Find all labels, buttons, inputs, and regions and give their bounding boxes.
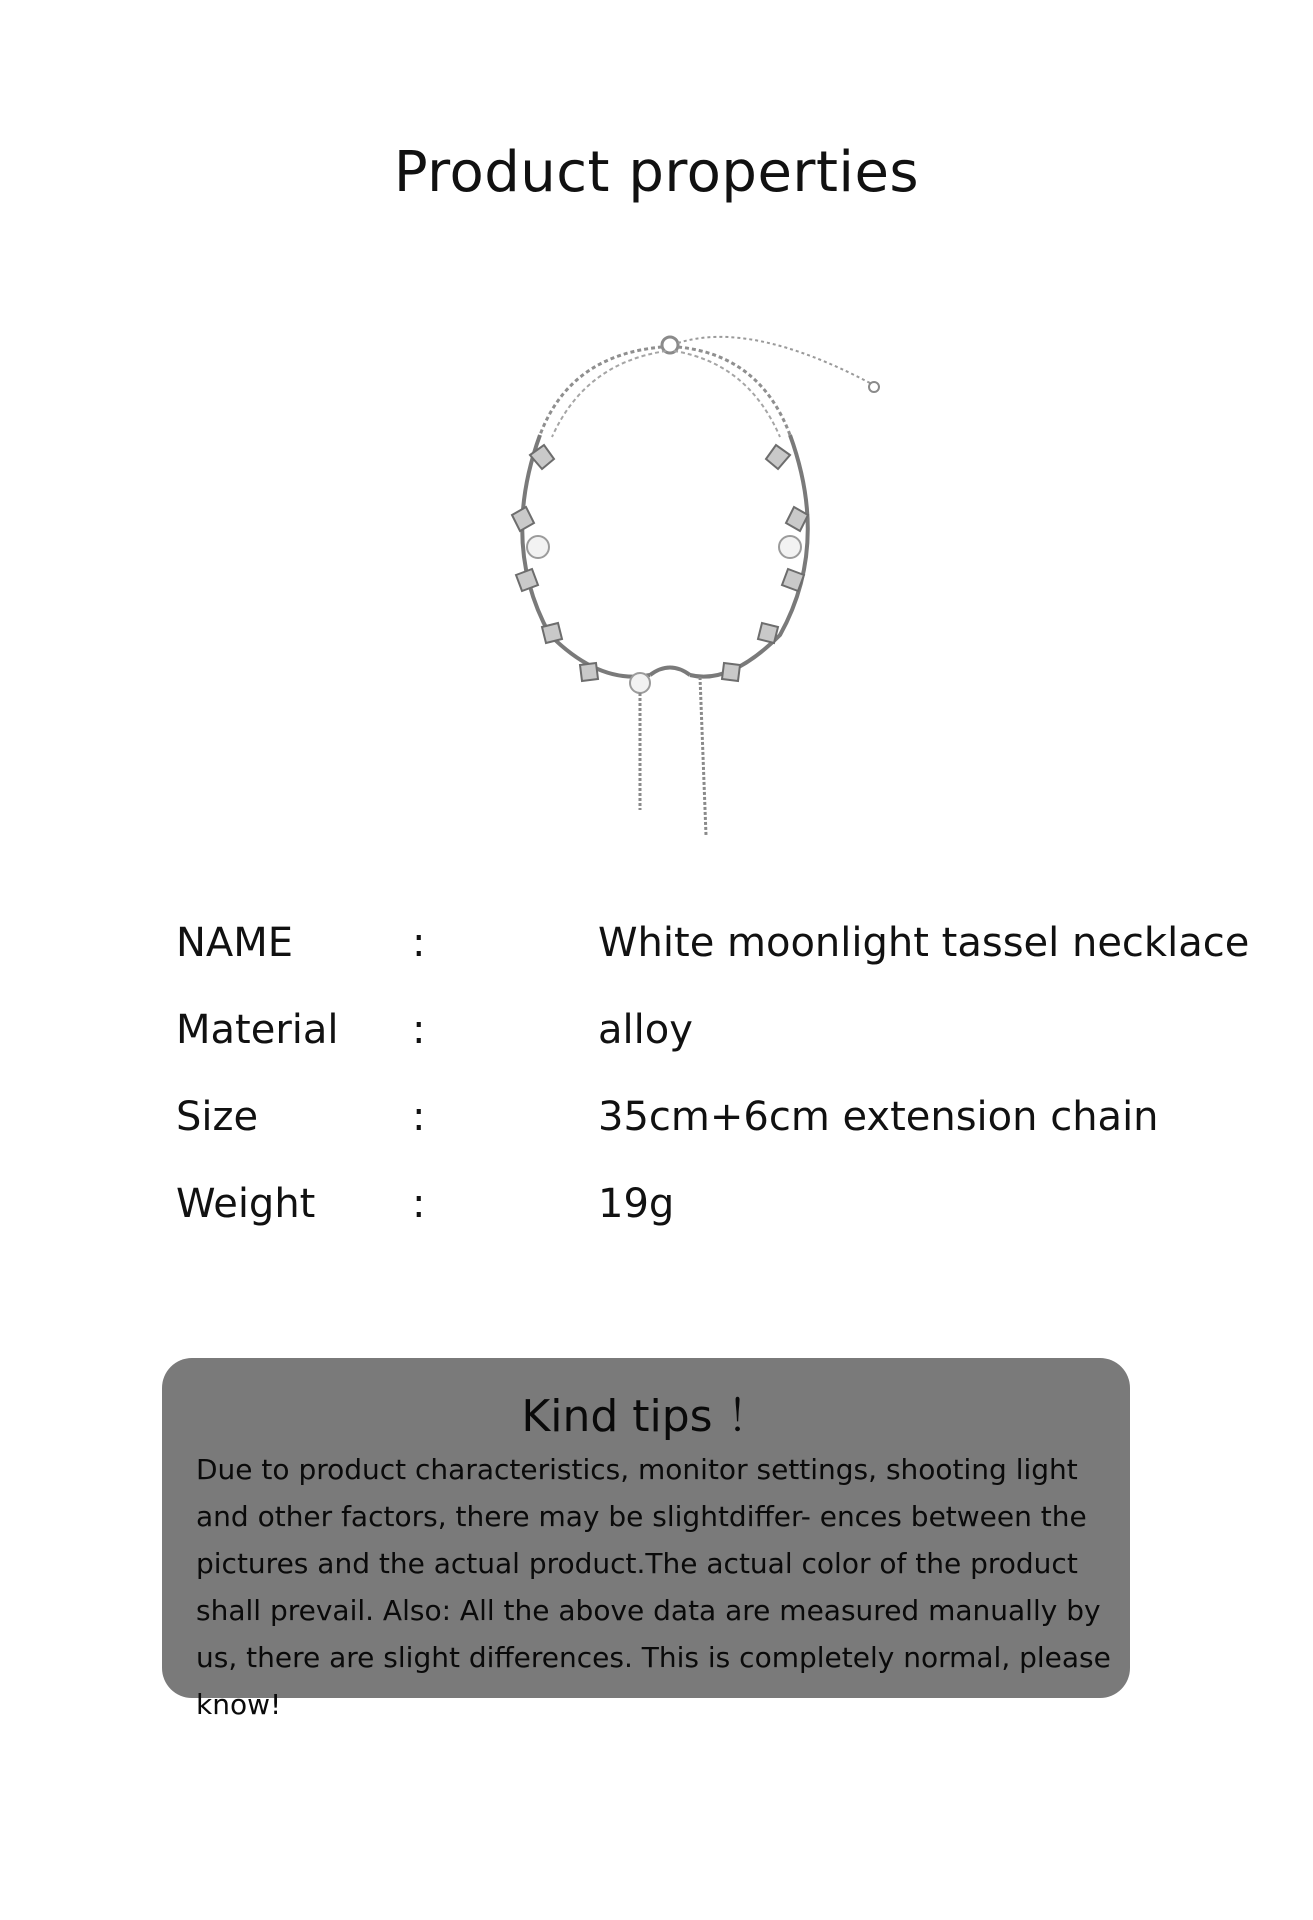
property-value: 35cm+6cm extension chain	[598, 1094, 1159, 1140]
properties-table	[176, 920, 1276, 1268]
property-colon: :	[412, 920, 426, 966]
property-row-name	[176, 920, 1276, 1007]
kind-tips-title: Kind tips ！	[521, 1391, 771, 1442]
property-value: White moonlight tassel necklace	[598, 920, 1250, 966]
kind-tips-body: Due to product characteristics, monitor settings, shooting light and other factors, there may be slightdiffer- ences between the pictures and the actual product.The actual color of the product shall prevail. Also: All the above data are measured manually by us, there are slight differences. This is completely normal, please know!	[196, 1453, 1111, 1721]
page-title: Product properties	[393, 140, 920, 205]
property-row-material	[176, 1007, 1276, 1094]
property-value: 19g	[598, 1181, 675, 1227]
property-row-weight	[176, 1181, 1276, 1268]
property-label: Weight	[176, 1181, 316, 1227]
kind-tips-box	[162, 1358, 1130, 1721]
property-label: Material	[176, 1007, 339, 1053]
property-label: Size	[176, 1094, 259, 1140]
property-value: alloy	[598, 1007, 693, 1053]
property-colon: :	[412, 1007, 426, 1053]
necklace-photo-icon	[490, 315, 890, 835]
property-colon: :	[412, 1094, 426, 1140]
property-colon: :	[412, 1181, 426, 1227]
property-label: NAME	[176, 920, 294, 966]
property-row-size	[176, 1094, 1276, 1181]
